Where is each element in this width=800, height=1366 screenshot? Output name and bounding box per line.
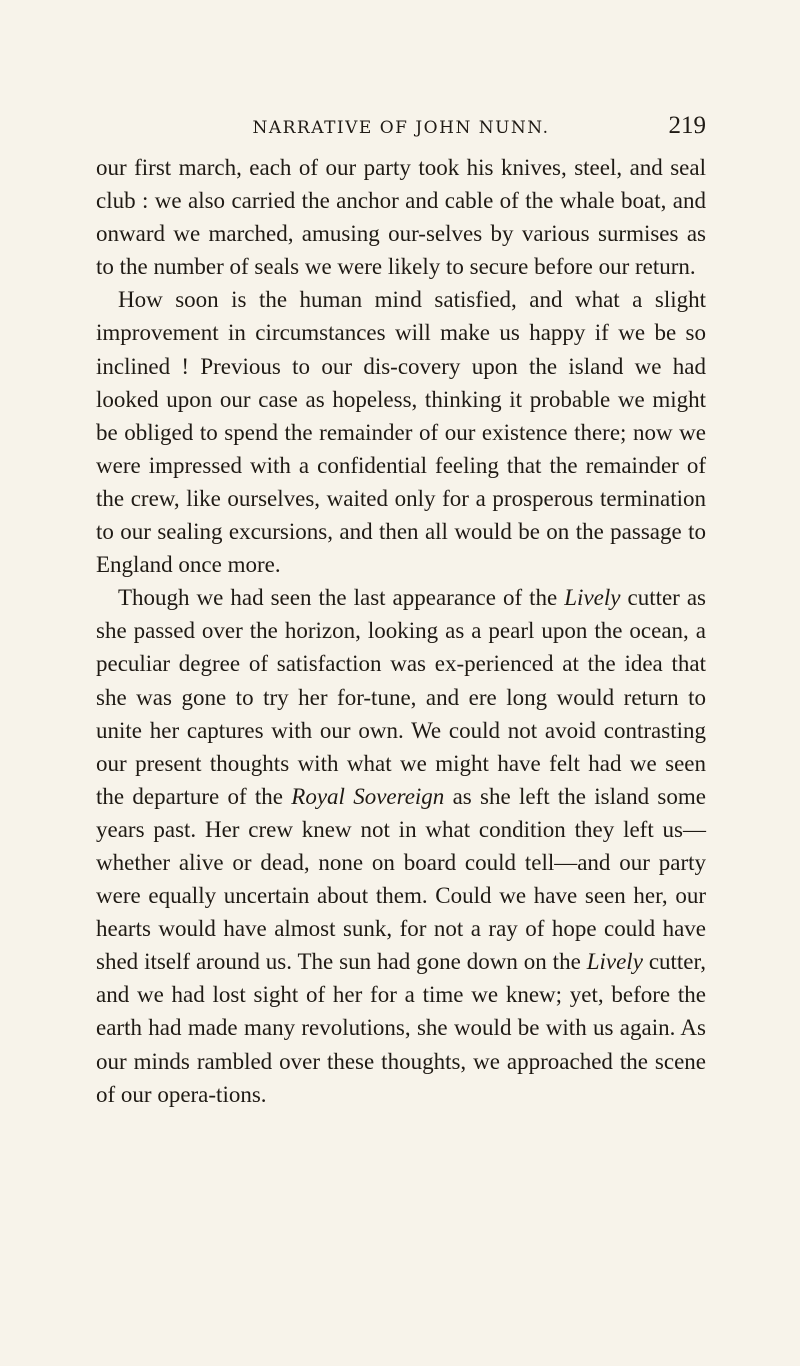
ship-name-lively: Lively	[564, 585, 621, 611]
ship-name-lively-second: Lively	[586, 949, 643, 975]
running-head	[96, 112, 706, 144]
paragraph-3-text-3: as she left the island some years past. Her crew knew not in what condition they left us—whether alive or dead, none on board could tell—and our party were equally uncertain about them. Could we have seen her, our hearts would have almost sunk, for not a ray of hope could have shed itself around us. The sun had gone down on the	[96, 783, 706, 975]
paragraph-2: How soon is the human mind satisfied, and what a slight improvement in circumstances will make us happy if we be so inclined ! Previous to our dis-covery upon the island we had looked upon our case as hopeless, thinking it probable we might be obliged to spend the remainder of our existence there; now we were impressed with a confidential feeling that the remainder of the crew, like ourselves, waited only for a prosperous termination to our sealing excursions, and then all would be on the passage to England once more.	[96, 287, 706, 578]
page-number: 219	[668, 112, 706, 139]
paragraph-3-text-4: cutter, and we had lost sight of her for a time we knew; yet, before the earth had made many revolutions, she would be with us again. As our minds rambled over these thoughts, we approached the scene of our opera-tions.	[96, 949, 707, 1107]
ship-name-royal-sovereign: Royal Sovereign	[291, 783, 445, 809]
running-title: NARRATIVE OF JOHN NUNN.	[252, 118, 550, 138]
paragraph-3	[96, 581, 706, 1111]
body-text	[96, 151, 706, 1111]
paragraph-3-text-2: cutter as she passed over the horizon, looking as a pearl upon the ocean, a peculiar degree of satisfaction was ex-perienced at the idea that she was gone to try her for-tune, and ere long would return to unite her captures with our own. We could not avoid contrasting our present thoughts with what we might have felt had we seen the departure of the	[96, 585, 707, 809]
paragraph-1: our first march, each of our party took his knives, steel, and seal club : we also carried the anchor and cable of the whale boat, and onward we marched, amusing our-selves by various surmises as to the number of seals we were likely to secure before our return.	[96, 155, 706, 280]
paragraph-3-text-1: Though we had seen the last appearance of the	[118, 585, 565, 611]
